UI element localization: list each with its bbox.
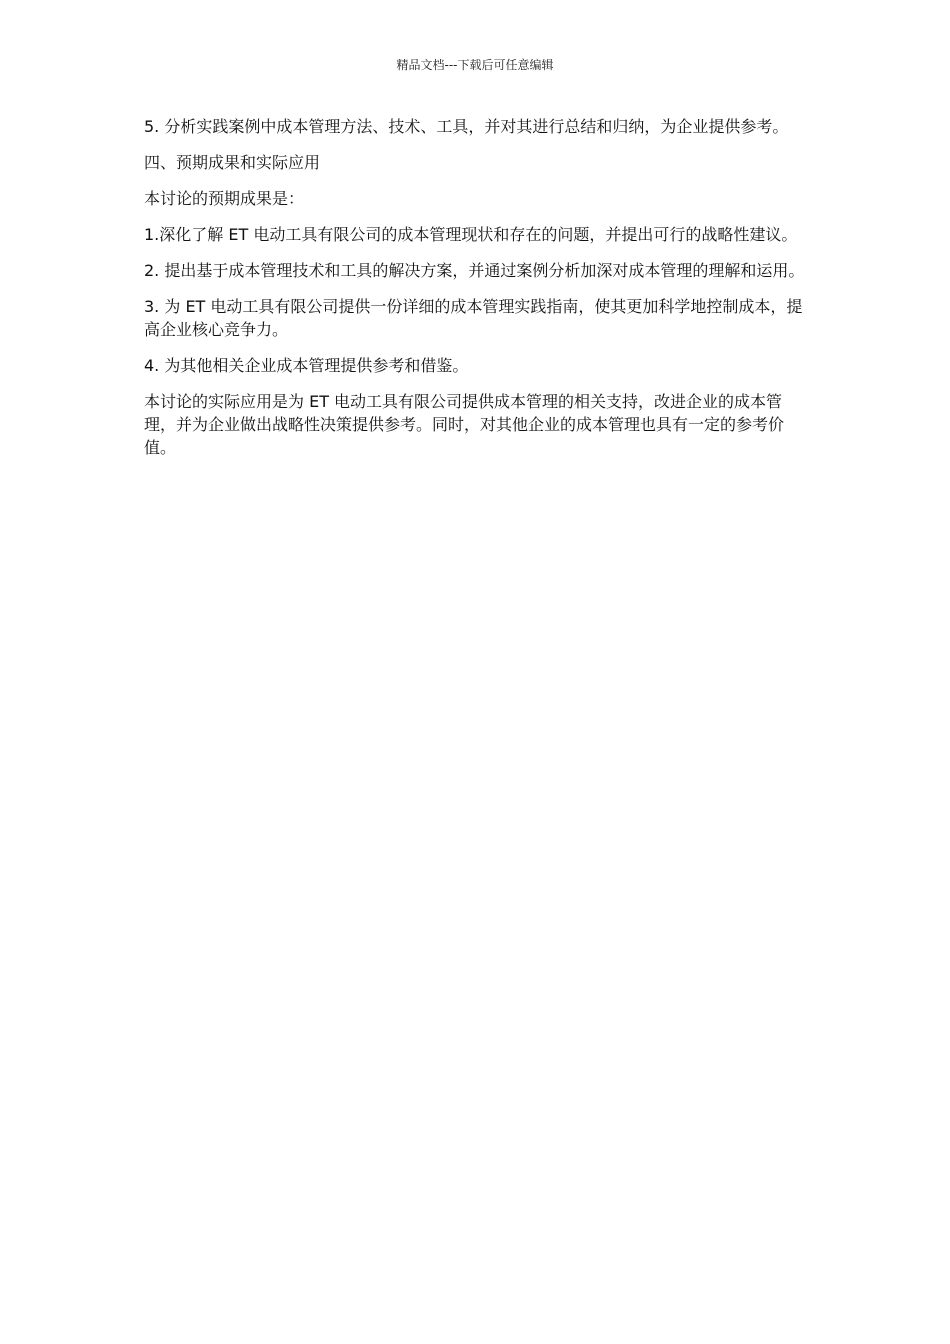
paragraph-intro: 本讨论的预期成果是： xyxy=(144,189,305,208)
paragraph-item-4: 4. 为其他相关企业成本管理提供参考和借鉴。 xyxy=(144,356,469,375)
paragraph-application: 本讨论的实际应用是为 ET 电动工具有限公司提供成本管理的相关支持，改进企业的成本管理，并为企业做出战略性决策提供参考。同时，对其他企业的成本管理也具有一定的参考价值。 xyxy=(144,392,785,457)
section-heading: 四、预期成果和实际应用 xyxy=(144,153,321,172)
paragraph-item-1: 1.深化了解 ET 电动工具有限公司的成本管理现状和存在的问题，并提出可行的战略性建议。 xyxy=(144,225,798,244)
paragraph-item-5: 5. 分析实践案例中成本管理方法、技术、工具，并对其进行总结和归纳，为企业提供参考。 xyxy=(144,117,789,136)
paragraph-item-2: 2. 提出基于成本管理技术和工具的解决方案，并通过案例分析加深对成本管理的理解和运用。 xyxy=(144,261,805,280)
document-body xyxy=(144,115,808,472)
paragraph-item-3: 3. 为 ET 电动工具有限公司提供一份详细的成本管理实践指南，使其更加科学地控制成本，提高企业核心竞争力。 xyxy=(144,297,803,339)
page-header: 精品文档---下载后可任意编辑 xyxy=(396,58,554,72)
